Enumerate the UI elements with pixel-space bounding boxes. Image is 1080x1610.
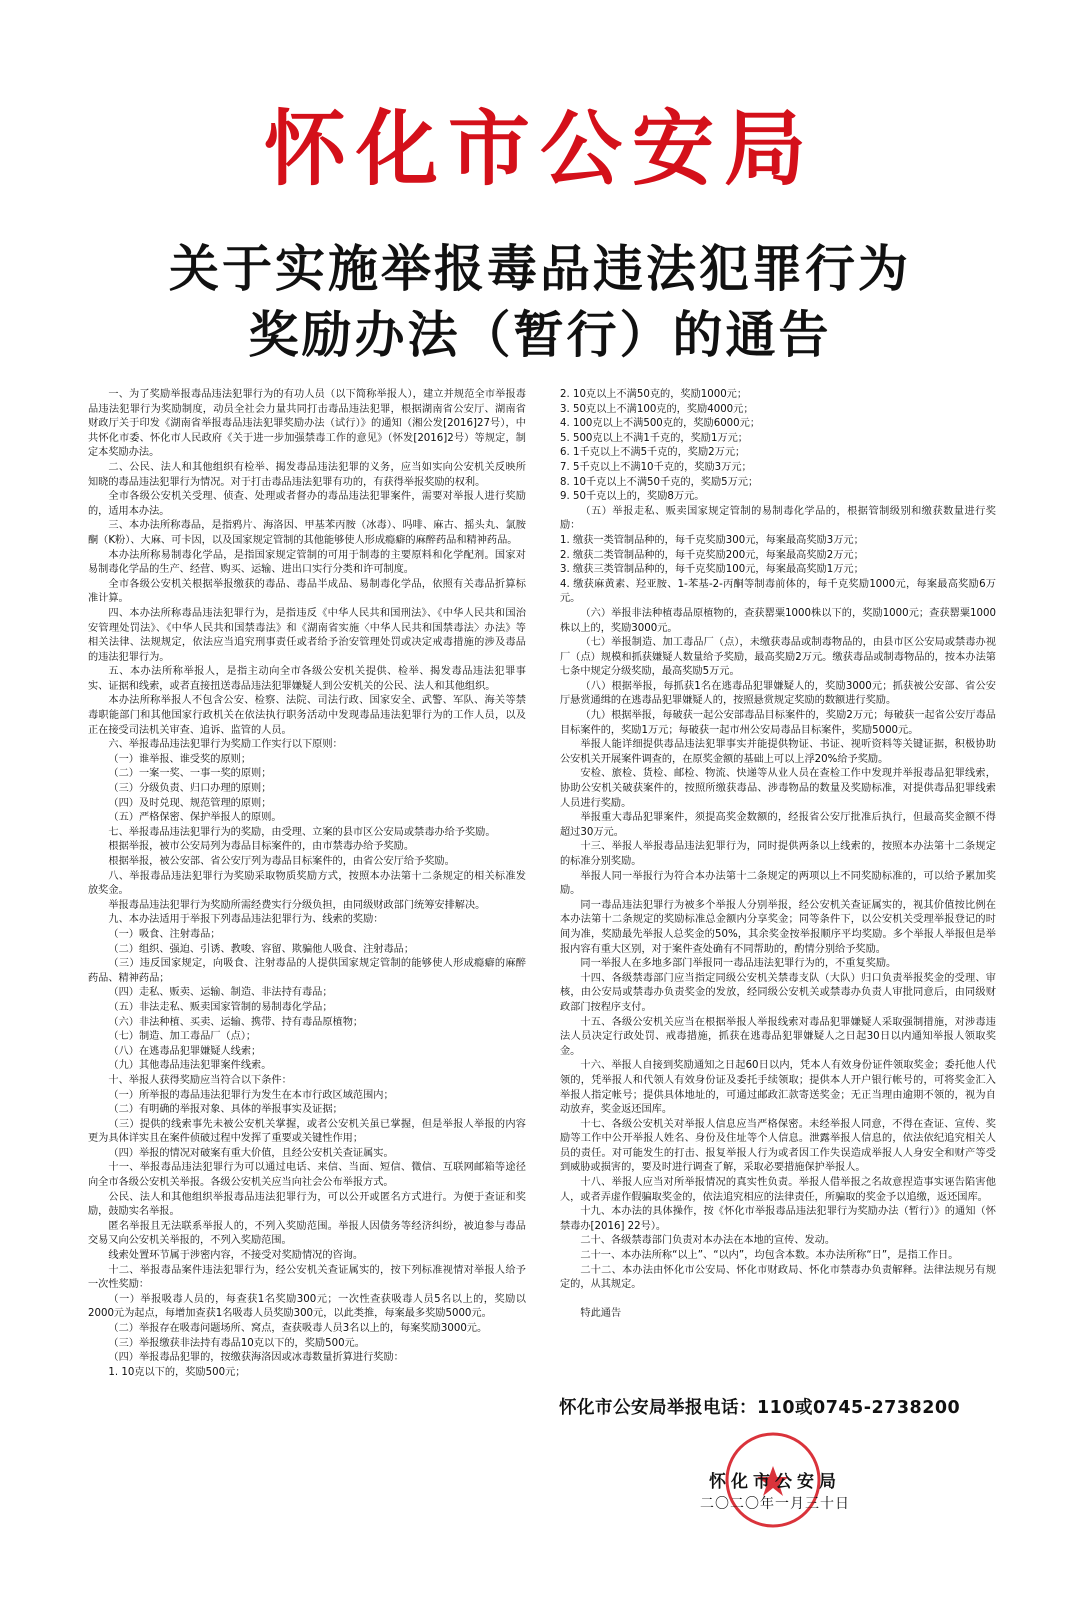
body-paragraph: 同一举报人在多地多部门举报同一毒品违法犯罪行为的，不重复奖励。 xyxy=(580,958,897,970)
body-paragraph: 特此通告 xyxy=(580,1308,622,1320)
body-paragraph: 根据举报，被市公安局列为毒品目标案件的，由市禁毒办给予奖励。 xyxy=(108,841,415,853)
body-paragraph: 安检、旅检、货检、邮检、物流、快递等从业人员在查检工作中发现并举报毒品犯罪线索，协助公安机关破获案件的，按照所缴获毒品、涉毒物品的数量及奖励标准，对提供毒品犯罪线索人员进行奖励。 xyxy=(560,768,996,809)
body-paragraph: （六）非法种植、买卖、运输、携带、持有毒品原植物； xyxy=(108,1016,364,1028)
body-paragraph: （九）根据举报，每破获一起公安部毒品目标案件的，奖励2万元；每破获一起省公安厅毒品目标案件的，奖励1万元；每破获一起市州公安局毒品目标案件，奖励5000元。 xyxy=(560,710,996,736)
body-paragraph: 六、举报毒品违法犯罪行为奖励工作实行以下原则： xyxy=(108,739,343,751)
body-paragraph: 根据举报，被公安部、省公安厅列为毒品目标案件的，由省公安厅给予奖励。 xyxy=(108,856,455,867)
body-paragraph: 8. 10千克以上不满50千克的，奖励5万元； xyxy=(560,476,759,488)
body-paragraph: 二十、各级禁毒部门负责对本办法在本地的宣传、发动。 xyxy=(580,1235,836,1247)
body-paragraph: 十八、举报人应当对所举报情况的真实性负责。举报人借举报之名故意捏造事实诬告陷害他人，或者弄虚作假骗取奖金的，依法追究相应的法律责任，所骗取的奖金予以追缴，返还国库。 xyxy=(560,1177,996,1203)
signature-date: 二〇二〇年一月三十日 xyxy=(700,1496,850,1512)
body-paragraph: 举报人能详细提供毒品违法犯罪事实并能提供物证、书证、视听资料等关键证据，积极协助公安机关开展案件调查的，在原奖金额的基础上可以上浮20%给予奖励。 xyxy=(560,739,996,765)
body-paragraph: （二）有明确的举报对象、具体的举报事实及证据； xyxy=(108,1104,343,1116)
body-paragraph: 十四、各级禁毒部门应当指定同级公安机关禁毒支队（大队）归口负责举报奖金的受理、审核，由公安局或禁毒办负责奖金的发放，经同级公安机关或禁毒办负责人审批同意后，由同级财政部门按程序支付。 xyxy=(560,972,996,1013)
body-paragraph: （四）举报的情况对破案有重大价值，且经公安机关查证属实。 xyxy=(108,1147,394,1159)
body-paragraph: 6. 1千克以上不满5千克的，奖励2万元； xyxy=(560,447,746,459)
body-paragraph: 二十二、本办法由怀化市公安局、怀化市财政局、怀化市禁毒办负责解释。法律法规另有规定的，从其规定。 xyxy=(560,1264,996,1291)
body-paragraph: 九、本办法适用于举报下列毒品违法犯罪行为、线索的奖励： xyxy=(108,914,384,926)
body-paragraph: （一）谁举报、谁受奖的原则； xyxy=(108,753,252,765)
body-paragraph: 十二、举报毒品案件违法犯罪行为，经公安机关查证属实的，按下列标准视情对举报人给予一次性奖励： xyxy=(88,1264,526,1291)
body-paragraph: 举报重大毒品犯罪案件，须提高奖金数额的，经报省公安厅批准后执行，但最高奖金额不得超过30万元。 xyxy=(560,812,996,838)
body-paragraph: 全市各级公安机关根据举报缴获的毒品、毒品半成品、易制毒化学品，依照有关毒品折算标准计算。 xyxy=(88,578,526,605)
body-paragraph: 十一、举报毒品违法犯罪行为可以通过电话、来信、当面、短信、微信、互联网邮箱等途径向全市各级公安机关举报。各级公安机关应当向社会公布举报方式。 xyxy=(88,1162,526,1189)
body-paragraph: （三）违反国家规定，向吸食、注射毒品的人提供国家规定管制的能够使人形成瘾癖的麻醉药品、精神药品； xyxy=(88,958,526,984)
body-paragraph: 2. 缴获二类管制品种的，每千克奖励200元，每案最高奖励2万元； xyxy=(560,549,864,561)
body-paragraph: （三）举报缴获非法持有毒品10克以下的，奖励500元。 xyxy=(108,1337,365,1349)
body-paragraph xyxy=(560,1293,996,1308)
signature-organization: 怀化市公安局 xyxy=(709,1472,841,1492)
body-paragraph: 公民、法人和其他组织举报毒品违法犯罪行为，可以公开或匿名方式进行。为便于查证和奖励，鼓励实名举报。 xyxy=(88,1191,526,1218)
body-right-column xyxy=(560,388,996,1322)
body-paragraph: 十五、各级公安机关应当在根据举报人举报线索对毒品犯罪嫌疑人采取强制措施，对涉毒违法人员决定行政处罚、戒毒措施，抓获在逃毒品犯罪嫌疑人之日起30日以内通知举报人领取奖金。 xyxy=(560,1016,996,1057)
body-paragraph: 举报毒品违法犯罪行为奖励所需经费实行分级负担，由同级财政部门统筹安排解决。 xyxy=(108,899,486,911)
body-paragraph: （一）吸食、注射毒品； xyxy=(108,928,221,940)
body-paragraph: （八）在逃毒品犯罪嫌疑人线索； xyxy=(108,1045,262,1057)
body-paragraph: 3. 50克以上不满100克的，奖励4000元； xyxy=(560,403,754,415)
body-paragraph: （三）分级负责、归口办理的原则； xyxy=(108,783,272,795)
body-paragraph: 同一毒品违法犯罪行为被多个举报人分别举报，经公安机关查证属实的，视其价值按比例在本办法第十二条规定的奖励标准总金额内分享奖金；同等条件下，以公安机关受理举报登记的时间为准，奖励最先举报人总奖金的50%，其余奖金按举报顺序平均奖励。多个举报人举报但是举报内容有重大区别，对于案件查处确有不同帮助的，酌情分别给予奖励。 xyxy=(560,899,996,955)
body-paragraph: 4. 100克以上不满500克的，奖励6000元； xyxy=(560,418,761,430)
notice-title-line-2: 奖励办法（暂行）的通告 xyxy=(248,305,832,364)
body-paragraph: 三、本办法所称毒品，是指鸦片、海洛因、甲基苯丙胺（冰毒）、吗啡、麻古、摇头丸、氯胺酮（K粉）、大麻、可卡因，以及国家规定管制的其他能够使人形成瘾癖的麻醉药品和精神药品。 xyxy=(88,520,526,546)
body-paragraph: 本办法所称举报人不包含公安、检察、法院、司法行政、国家安全、武警、军队、海关等禁毒职能部门和其他国家行政机关在依法执行职务活动中发现毒品违法犯罪行为的工作人员，以及正在接受司法机关审查、追诉、监管的人员。 xyxy=(88,695,526,736)
body-paragraph: 9. 50千克以上的，奖励8万元。 xyxy=(560,491,705,503)
body-paragraph: 5. 500克以上不满1千克的，奖励1万元； xyxy=(560,432,748,444)
body-paragraph: 2. 10克以上不满50克的，奖励1000元； xyxy=(560,389,748,400)
body-paragraph: 十、举报人获得奖励应当符合以下条件： xyxy=(108,1074,292,1086)
body-paragraph: 举报人同一举报行为符合本办法第十二条规定的两项以上不同奖励标准的，可以给予累加奖励。 xyxy=(560,870,996,897)
body-paragraph: 十三、举报人举报毒品违法犯罪行为，同时提供两条以上线索的，按照本办法第十二条规定的标准分别奖励。 xyxy=(560,841,996,867)
body-left-column xyxy=(88,388,526,1380)
body-paragraph: 7. 5千克以上不满10千克的，奖励3万元； xyxy=(560,461,752,473)
body-paragraph: （五）举报走私、贩卖国家规定管制的易制毒化学品的，根据管制级别和缴获数量进行奖励： xyxy=(560,505,996,532)
body-paragraph: 五、本办法所称举报人，是指主动向全市各级公安机关提供、检举、揭发毒品违法犯罪事实、证据和线索，或者直接扭送毒品违法犯罪嫌疑人到公安机关的公民、法人和其他组织。 xyxy=(88,666,526,692)
body-paragraph: 线索处置环节属于涉密内容，不接受对奖励情况的咨询。 xyxy=(108,1250,364,1262)
body-paragraph: （二）组织、强迫、引诱、教唆、容留、欺骗他人吸食、注射毒品； xyxy=(108,943,415,955)
body-paragraph: （七）制造、加工毒品厂（点）； xyxy=(108,1031,257,1043)
body-paragraph: 一、为了奖励举报毒品违法犯罪行为的有功人员（以下简称举报人），建立并规范全市举报毒品违法犯罪行为奖励制度，动员全社会力量共同打击毒品违法犯罪，根据湖南省公安厅、湖南省财政厅关于印发《湖南省举报毒品违法犯罪奖励办法（试行）》的通知（湘公发[2016]27号），中共怀化市委、怀化市人民政府《关于进一步加强禁毒工作的意见》（怀发[2016]2号）等规定，制定本奖励办法。 xyxy=(88,389,526,459)
body-paragraph: 二十一、本办法所称“以上”、“以内”，均包含本数。本办法所称“日”，是指工作日。 xyxy=(580,1250,959,1262)
body-paragraph: （四）走私、贩卖、运输、制造、非法持有毒品； xyxy=(108,987,333,999)
body-paragraph: （一）所举报的毒品违法犯罪行为发生在本市行政区域范围内； xyxy=(108,1089,394,1101)
body-paragraph: 1. 10克以下的，奖励500元； xyxy=(108,1366,246,1378)
body-paragraph: 本办法所称易制毒化学品，是指国家规定管制的可用于制毒的主要原料和化学配剂。国家对易制毒化学品的生产、经营、购买、运输、进出口实行分类和许可制度。 xyxy=(88,549,526,576)
notice-title-line-1: 关于实施举报毒品违法犯罪行为 xyxy=(169,239,911,298)
body-paragraph: 十九、本办法的具体操作，按《怀化市举报毒品违法犯罪行为奖励办法（暂行）》的通知（怀禁毒办[2016] 22号）。 xyxy=(560,1206,996,1232)
body-paragraph: 四、本办法所称毒品违法犯罪行为，是指违反《中华人民共和国刑法》、《中华人民共和国治安管理处罚法》、《中华人民共和国禁毒法》和《湖南省实施〈中华人民共和国禁毒法〉办法》等相关法律、法规规定，依法应当追究刑事责任或者给予治安管理处罚或决定戒毒措施的涉及毒品的违法犯罪行为。 xyxy=(88,607,526,663)
masthead-title: 怀化市公安局 xyxy=(263,101,816,197)
body-paragraph: 十六、举报人自接到奖励通知之日起60日以内，凭本人有效身份证件领取奖金；委托他人代领的，凭举报人和代领人有效身份证及委托手续领取；提供本人开户银行帐号的，可将奖金汇入举报人指定帐号；提供具体地址的，可通过邮政汇款寄送奖金；无正当理由逾期不领的，视为自动放弃，奖金返还国库。 xyxy=(560,1060,996,1116)
body-paragraph: 十七、各级公安机关对举报人信息应当严格保密。未经举报人同意，不得在查证、宣传、奖励等工作中公开举报人姓名、身份及住址等个人信息。泄露举报人信息的，依法依纪追究相关人员的责任。对可能发生的打击、报复举报人行为或者因工作失误造成举报人人身安全和财产等受到威胁或损害的，要及时进行调查了解，采取必要措施保护举报人。 xyxy=(560,1118,996,1174)
body-paragraph: （五）非法走私、贩卖国家管制的易制毒化学品； xyxy=(108,1001,333,1013)
body-paragraph: （七）举报制造、加工毒品厂（点），未缴获毒品或制毒物品的，由县市区公安局或禁毒办视厂（点）规模和抓获嫌疑人数量给予奖励，最高奖励2万元。缴获毒品或制毒物品的，按本办法第七条中规定分级奖励，最高奖励5万元。 xyxy=(560,637,996,678)
body-paragraph: （一）举报吸毒人员的，每查获1名奖励300元；一次性查获吸毒人员5名以上的，奖励以2000元为起点，每增加查获1名吸毒人员奖励300元，以此类推，每案最多奖励5000元。 xyxy=(88,1293,526,1320)
body-paragraph: 全市各级公安机关受理、侦查、处理或者督办的毒品违法犯罪案件，需要对举报人进行奖励的，适用本办法。 xyxy=(88,491,526,517)
body-paragraph: 4. 缴获麻黄素、羟亚胺、1-苯基-2-丙酮等制毒前体的，每千克奖励1000元，每案最高奖励6万元。 xyxy=(560,578,996,605)
report-hotline: 怀化市公安局举报电话：110或0745-2738200 xyxy=(559,1398,961,1418)
body-paragraph: （二）一案一奖、一事一奖的原则； xyxy=(108,768,272,780)
body-paragraph: （二）举报存在吸毒问题场所、窝点，查获吸毒人员3名以上的，每案奖励3000元。 xyxy=(108,1323,488,1334)
body-paragraph: （四）举报毒品犯罪的，按缴获海洛因或冰毒数量折算进行奖励： xyxy=(108,1352,404,1364)
body-paragraph: （三）提供的线索事先未被公安机关掌握，或者公安机关虽已掌握，但是举报人举报的内容更为具体详实且在案件侦破过程中发挥了重要或关键性作用； xyxy=(88,1118,526,1145)
body-paragraph: （四）及时兑现、规范管理的原则； xyxy=(108,797,272,809)
body-paragraph: （八）根据举报，每抓获1名在逃毒品犯罪嫌疑人的，奖励3000元；抓获被公安部、省公安厅悬赏通缉的在逃毒品犯罪嫌疑人的，按照悬赏规定奖励的数额进行奖励。 xyxy=(560,680,996,707)
body-paragraph: 八、举报毒品违法犯罪行为奖励采取物质奖励方式，按照本办法第十二条规定的相关标准发放奖金。 xyxy=(88,870,526,897)
body-paragraph: （六）举报非法种植毒品原植物的，查获罂粟1000株以下的，奖励1000元；查获罂粟1000株以上的，奖励3000元。 xyxy=(560,607,996,634)
body-paragraph: 匿名举报且无法联系举报人的，不列入奖励范围。举报人因债务等经济纠纷，被迫参与毒品交易又向公安机关举报的，不列入奖励范围。 xyxy=(88,1220,526,1247)
body-paragraph: 七、举报毒品违法犯罪行为的奖励，由受理、立案的县市区公安局或禁毒办给予奖励。 xyxy=(108,826,496,838)
body-paragraph: （五）严格保密、保护举报人的原则。 xyxy=(108,812,282,824)
body-paragraph: （九）其他毒品违法犯罪案件线索。 xyxy=(108,1060,272,1072)
body-paragraph: 3. 缴获三类管制品种的，每千克奖励100元，每案最高奖励1万元； xyxy=(560,564,864,576)
body-paragraph: 二、公民、法人和其他组织有检举、揭发毒品违法犯罪的义务，应当如实向公安机关反映所知晓的毒品违法犯罪行为情况。对于打击毒品违法犯罪有功的，有获得举报奖励的权利。 xyxy=(88,461,526,488)
body-paragraph: 1. 缴获一类管制品种的，每千克奖励300元，每案最高奖励3万元； xyxy=(560,534,864,546)
notice-title xyxy=(0,236,1080,368)
